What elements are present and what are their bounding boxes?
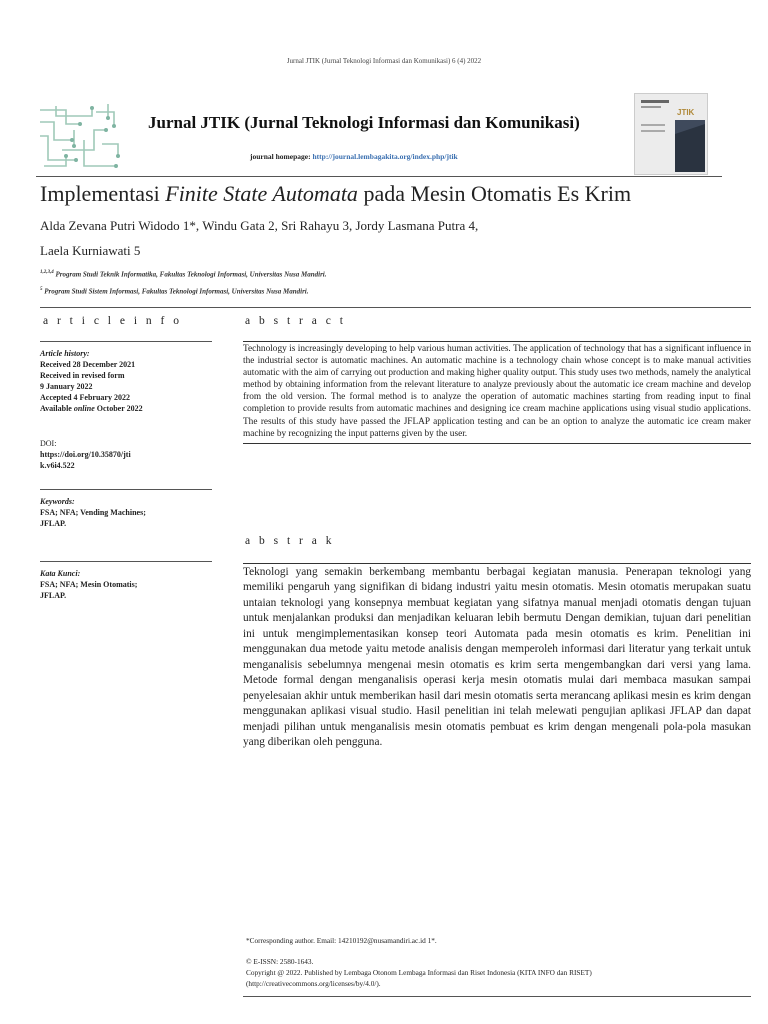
kata-kunci-line2: JFLAP. — [40, 591, 67, 600]
footer-divider — [243, 996, 751, 997]
affiliation-1 — [40, 270, 327, 278]
divider-top — [40, 307, 751, 308]
abstrak-indonesian: Teknologi yang semakin berkembang membantu berbagai kegiatan manusia. Penerapan teknologi yang memiliki pengaruh yang signifikan di bidang industri yaitu mesin otomatis. Mesin otomatis merupakan suatu untaian teknologi yang konsepnya membuat kegiatan yang sifatnya manual menjadi otomatis dengan tujuan untuk menjalankan produksi dan menjadikan keluaran lebih bermutu Dengan demikian, tujuan dari penelitian ini untuk mengimplementasikan konsep teori Automata pada mesin otomatis es krim. Penelitian ini menggunakan dua metode yaitu metode analisis dengan memperoleh informasi dari literatur yang terkait untuk menganalisis sebelumnya mengenai mesin otomatis es krim serta mengembangkan dari versi yang lama. Metode formal dengan menganalisis operasi kerja mesin otomatis mulai dari membaca masukan sampai penyelesaian akhir untuk memberikan hasil dari mesin otomatis serta merancang aplikasi mesin es krim dengan menggunakan aplikasi visual studio. Hasil penelitian ini telah melewati pengujian aplikasi JFLAP dan dapat menjadi pilihan untuk menganalisis mesin otomatis pembuat es krim dengan mengenali pola-pola masukan yang diberikan oleh pengguna. — [243, 563, 751, 753]
article-title — [40, 181, 631, 207]
abstract-english: Technology is increasingly developing to help various human activities. The application of technology that has a significant influence in the industrial sector is automatic machines. An automatic machine is a technology chain whose concept is to make manual activities automatic with the aim of carrying out production and making higher quality output. This study uses two methods, namely the analytical method by obtaining information from the relevant literature to analyze previously about the automatic ice cream machine and develop from the old version. The formal method is to analyze the operation of automatic machines starting from reading input to final completion to provide results from automatic machines and designing ice cream machine applications using visual studio applications. The results of this study have passed the JFLAP application testing and can be an option to analyze the automatic ice cream maker machine by recognizing the input patterns given by the user. — [243, 341, 751, 444]
journal-cover-thumbnail — [634, 93, 708, 175]
affiliation-2-sup: 5 — [40, 287, 43, 292]
doi-link-line2[interactable]: k.v6i4.522 — [40, 461, 75, 470]
copyright-line1: Copyright @ 2022. Published by Lembaga Otonom Lembaga Informasi dan Riset Indonesia (KITA INFO dan RISET) — [246, 968, 592, 977]
affiliation-2-text: Program Studi Sistem Informasi, Fakultas Teknologi Informasi, Universitas Nusa Mandiri. — [42, 287, 309, 296]
keywords-block — [40, 496, 210, 529]
authors-line1: Alda Zevana Putri Widodo 1*, Windu Gata 2, Sri Rahayu 3, Jordy Lasmana Putra 4, — [40, 218, 479, 233]
info-divider-2 — [40, 489, 212, 490]
authors-line2: Laela Kurniawati 5 — [40, 243, 141, 258]
revised-label: Received in revised form — [40, 371, 125, 380]
article-history — [40, 348, 210, 414]
homepage-link[interactable]: http://journal.lembagakita.org/index.php/jtik — [312, 152, 458, 161]
info-divider-1 — [40, 341, 212, 342]
cover-label: JTIK — [677, 108, 695, 117]
keywords-line2: JFLAP. — [40, 519, 67, 528]
journal-homepage — [250, 152, 458, 161]
available-italic: online — [73, 404, 95, 413]
available-post: October 2022 — [94, 404, 143, 413]
keywords-line1: FSA; NFA; Vending Machines; — [40, 508, 146, 517]
keywords-label: Keywords: — [40, 497, 75, 506]
info-divider-3 — [40, 561, 212, 562]
kata-kunci-block — [40, 568, 210, 601]
received-date: Received 28 December 2021 — [40, 360, 136, 369]
title-part1: Implementasi — [40, 181, 166, 206]
corresponding-author: *Corresponding author. Email: 14210192@nusamandiri.ac.id 1*. — [246, 936, 437, 945]
doi-block — [40, 438, 210, 471]
circuit-logo-icon — [36, 100, 122, 172]
affiliation-2 — [40, 287, 309, 295]
abstract-heading: a b s t r a c t — [245, 315, 346, 327]
affiliation-1-text: Program Studi Teknik Informatika, Fakultas Teknologi Informasi, Universitas Nusa Mandiri. — [53, 270, 327, 279]
article-info-heading: a r t i c l e i n f o — [43, 315, 183, 327]
revised-date: 9 January 2022 — [40, 382, 93, 391]
kata-kunci-label: Kata Kunci: — [40, 569, 81, 578]
title-part2: pada Mesin Otomatis Es Krim — [357, 181, 632, 206]
title-italic: Finite State Automata — [165, 181, 358, 206]
journal-banner — [36, 90, 722, 177]
doi-label: DOI: — [40, 439, 57, 448]
journal-title: Jurnal JTIK (Jurnal Teknologi Informasi dan Komunikasi) — [148, 113, 580, 132]
homepage-label: journal homepage: — [250, 152, 311, 161]
abstrak-heading: a b s t r a k — [245, 535, 335, 547]
copyright-line2[interactable]: (http://creativecommons.org/licenses/by/4.0/). — [246, 979, 381, 988]
kata-kunci-line1: FSA; NFA; Mesin Otomatis; — [40, 580, 138, 589]
running-header: Jurnal JTIK (Jurnal Teknologi Informasi dan Komunikasi) 6 (4) 2022 — [286, 57, 482, 65]
accepted-date: Accepted 4 February 2022 — [40, 393, 130, 402]
history-label: Article history: — [40, 349, 90, 358]
affiliation-1-sup: 1,2,3,4 — [40, 270, 54, 275]
available-pre: Available — [40, 404, 74, 413]
eissn: © E-ISSN: 2580-1643. — [246, 957, 314, 966]
doi-link-line1[interactable]: https://doi.org/10.35870/jti — [40, 450, 131, 459]
available-date — [40, 403, 210, 414]
cover-art-icon — [635, 94, 707, 174]
